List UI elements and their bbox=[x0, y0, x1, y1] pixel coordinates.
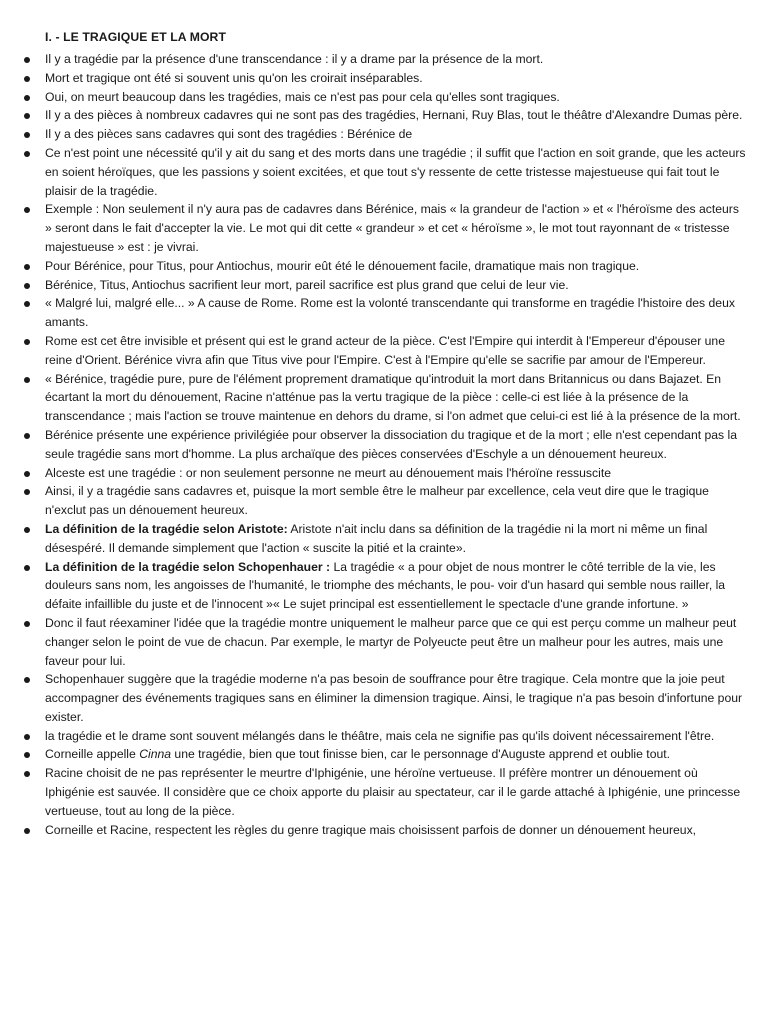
bullet-dot-icon bbox=[24, 377, 30, 383]
bullet-item bbox=[45, 106, 746, 125]
bullet-item bbox=[45, 69, 746, 88]
bullet-item bbox=[45, 670, 746, 726]
bullet-dot-icon bbox=[24, 433, 30, 439]
bullet-text: « Malgré lui, malgré elle... » A cause de Rome. Rome est la volonté transcendante qui transforme en tragédie l'histoire des deux amants. bbox=[45, 296, 735, 330]
bullet-dot-icon bbox=[24, 301, 30, 307]
bullet-item bbox=[45, 821, 746, 840]
bullet-text: Il y a des pièces à nombreux cadavres qui ne sont pas des tragédies, Hernani, Ruy Blas, tout le théâtre d'Alexandre Dumas père. bbox=[45, 108, 743, 123]
bullet-dot-icon bbox=[24, 471, 30, 477]
bullet-pre-text: Corneille appelle bbox=[45, 747, 140, 762]
bullet-italic-text: Cinna bbox=[139, 747, 172, 762]
bullet-dot-icon bbox=[24, 527, 30, 533]
bullet-item bbox=[45, 370, 746, 426]
bullet-text: Bérénice, Titus, Antiochus sacrifient leur mort, pareil sacrifice est plus grand que celui de leur vie. bbox=[45, 277, 569, 292]
bullet-text: Rome est cet être invisible et présent qui est le grand acteur de la pièce. C'est l'Empire qui interdit à l'Empereur d'épouser une reine d'Orient. Bérénice vivra afin que Titus vive pour l'Empire. C'est à l'Empire qu'elle se sacrifie par amour de l'Empereur. bbox=[45, 333, 725, 367]
bullet-text: la tragédie et le drame sont souvent mélangés dans le théâtre, mais cela ne signifie pas qu'ils doivent nécessairement l'être. bbox=[45, 728, 715, 743]
section-heading: I. - LE TRAGIQUE ET LA MORT bbox=[45, 30, 226, 44]
bullet-text: Aristote n'ait inclu dans sa définition de la tragédie ni la mort ni même un final désespéré. Il demande simplement que l'action « suscite la pitié et la crainte». bbox=[45, 521, 708, 555]
bullet-item bbox=[45, 482, 746, 520]
bullet-text: Ainsi, il y a tragédie sans cadavres et, puisque la mort semble être le malheur par excellence, cela veut dire que le tragique n'exclut pas un dénouement heureux. bbox=[45, 484, 709, 518]
bullet-item bbox=[45, 745, 746, 764]
bullet-text: La tragédie « a pour objet de nous montrer le côté terrible de la vie, les douleurs sans nom, les angoisses de l'humanité, le triomphe des méchants, le pou- voir d'un hasard qui semble nous railler, la défaite infaillible du juste et de l'innocent »« Le sujet principal est essentiellement le spectacle d'une grande infortune. » bbox=[45, 559, 726, 612]
bullet-item bbox=[45, 276, 746, 295]
bullet-text: Alceste est une tragédie : or non seulement personne ne meurt au dénouement mais l'héroïne ressuscite bbox=[45, 465, 611, 480]
bullet-item bbox=[45, 144, 746, 200]
bullet-item bbox=[45, 294, 746, 332]
bullet-item bbox=[45, 125, 746, 144]
bullet-dot-icon bbox=[24, 264, 30, 270]
bullet-dot-icon bbox=[24, 207, 30, 213]
bullet-item bbox=[45, 464, 746, 483]
bullet-list bbox=[45, 50, 746, 839]
bullet-item bbox=[45, 257, 746, 276]
bullet-item bbox=[45, 200, 746, 256]
bullet-item bbox=[45, 614, 746, 670]
bullet-dot-icon bbox=[24, 621, 30, 627]
bullet-item bbox=[45, 520, 746, 558]
bullet-item bbox=[45, 558, 746, 614]
bullet-dot-icon bbox=[24, 57, 30, 63]
bullet-dot-icon bbox=[24, 132, 30, 138]
bullet-text: Corneille et Racine, respectent les règles du genre tragique mais choisissent parfois de donner un dénouement heureux, bbox=[45, 822, 697, 837]
bullet-item bbox=[45, 88, 746, 107]
bullet-text: Ce n'est point une nécessité qu'il y ait du sang et des morts dans une tragédie ; il suffit que l'action en soit grande, que les acteurs en soient héroïques, que les passions y soient excitées, et que tout s'y ressente de cette tristesse majestueuse qui fait tout le plaisir de la tragédie. bbox=[45, 145, 746, 198]
bullet-text: Racine choisit de ne pas représenter le meurtre d'Iphigénie, une héroïne vertueuse. Il préfère montrer un dénouement où Iphigénie est sauvée. Il considère que ce choix apporte du plaisir au spectateur, car il le garde attaché à Iphigénie, une princesse vertueuse, tout au long de la pièce. bbox=[45, 766, 741, 818]
bullet-dot-icon bbox=[24, 339, 30, 345]
bullet-text: Exemple : Non seulement il n'y aura pas de cadavres dans Bérénice, mais « la grandeur de l'action » et « l'héroïsme des acteurs » seront dans le fait d'accepter la vie. Le mot qui dit cette « grandeur » et cet « héroïsme », le mot tout rayonnant de « tristesse majestueuse » est : je vivrai. bbox=[45, 202, 739, 254]
bullet-text: Il y a tragédie par la présence d'une transcendance : il y a drame par la présence de la mort. bbox=[45, 52, 544, 66]
bullet-text: Il y a des pièces sans cadavres qui sont des tragédies : Bérénice de bbox=[45, 127, 413, 142]
bullet-dot-icon bbox=[24, 95, 30, 101]
bullet-dot-icon bbox=[24, 283, 30, 289]
bullet-dot-icon bbox=[24, 113, 30, 119]
bullet-item bbox=[45, 332, 746, 370]
bullet-lead-text: La définition de la tragédie selon Schopenhauer : bbox=[45, 559, 331, 574]
bullet-text: « Bérénice, tragédie pure, pure de l'élément proprement dramatique qu'introduit la mort dans Britannicus ou dans Bajazet. En écartant la mort du dénouement, Racine n'atténue pas la vertu tragique de la pièce : celle-ci est liée à la présence de la transcendance ; mais l'action se trouve maintenue en dehors du drame, si l'on admet que celui-ci est lié à la présence de la mort. bbox=[45, 371, 741, 424]
bullet-dot-icon bbox=[24, 76, 30, 82]
bullet-dot-icon bbox=[24, 828, 30, 834]
bullet-text: Mort et tragique ont été si souvent unis qu'on les croirait inséparables. bbox=[45, 70, 423, 85]
bullet-dot-icon bbox=[24, 489, 30, 495]
bullet-text: Schopenhauer suggère que la tragédie moderne n'a pas besoin de souffrance pour être tragique. Cela montre que la joie peut accompagner des événements tragiques sans en éliminer la dimension tragique. Ainsi, le tragique n'a pas besoin d'infortune pour exister. bbox=[45, 672, 743, 724]
bullet-item bbox=[45, 50, 746, 69]
bullet-text: une tragédie, bien que tout finisse bien, car le personnage d'Auguste apprend et oublie tout. bbox=[171, 747, 671, 762]
bullet-text: Oui, on meurt beaucoup dans les tragédies, mais ce n'est pas pour cela qu'elles sont tragiques. bbox=[45, 89, 560, 104]
bullet-dot-icon bbox=[24, 677, 30, 683]
bullet-dot-icon bbox=[24, 151, 30, 157]
bullet-item bbox=[45, 764, 746, 820]
bullet-dot-icon bbox=[24, 771, 30, 777]
bullet-item bbox=[45, 727, 746, 746]
bullet-text: Donc il faut réexaminer l'idée que la tragédie montre uniquement le malheur parce que ce qui est perçu comme un malheur peut changer selon le point de vue de chacun. Par exemple, le martyr de Polyeucte peut être un malheur pour les autres, mais une faveur pour lui. bbox=[45, 615, 737, 668]
bullet-text: Pour Bérénice, pour Titus, pour Antiochus, mourir eût été le dénouement facile, dramatique mais non tragique. bbox=[45, 258, 640, 273]
bullet-dot-icon bbox=[24, 565, 30, 571]
bullet-dot-icon bbox=[24, 752, 30, 758]
bullet-text: Bérénice présente une expérience privilégiée pour observer la dissociation du tragique et de la mort ; elle n'est cependant pas la seule tragédie sans mort d'homme. La plus archaïque des pièces conservées d'Eschyle a un dénouement heureux. bbox=[45, 427, 738, 461]
bullet-item bbox=[45, 426, 746, 464]
bullet-lead-text: La définition de la tragédie selon Aristote: bbox=[45, 521, 288, 536]
bullet-dot-icon bbox=[24, 734, 30, 740]
